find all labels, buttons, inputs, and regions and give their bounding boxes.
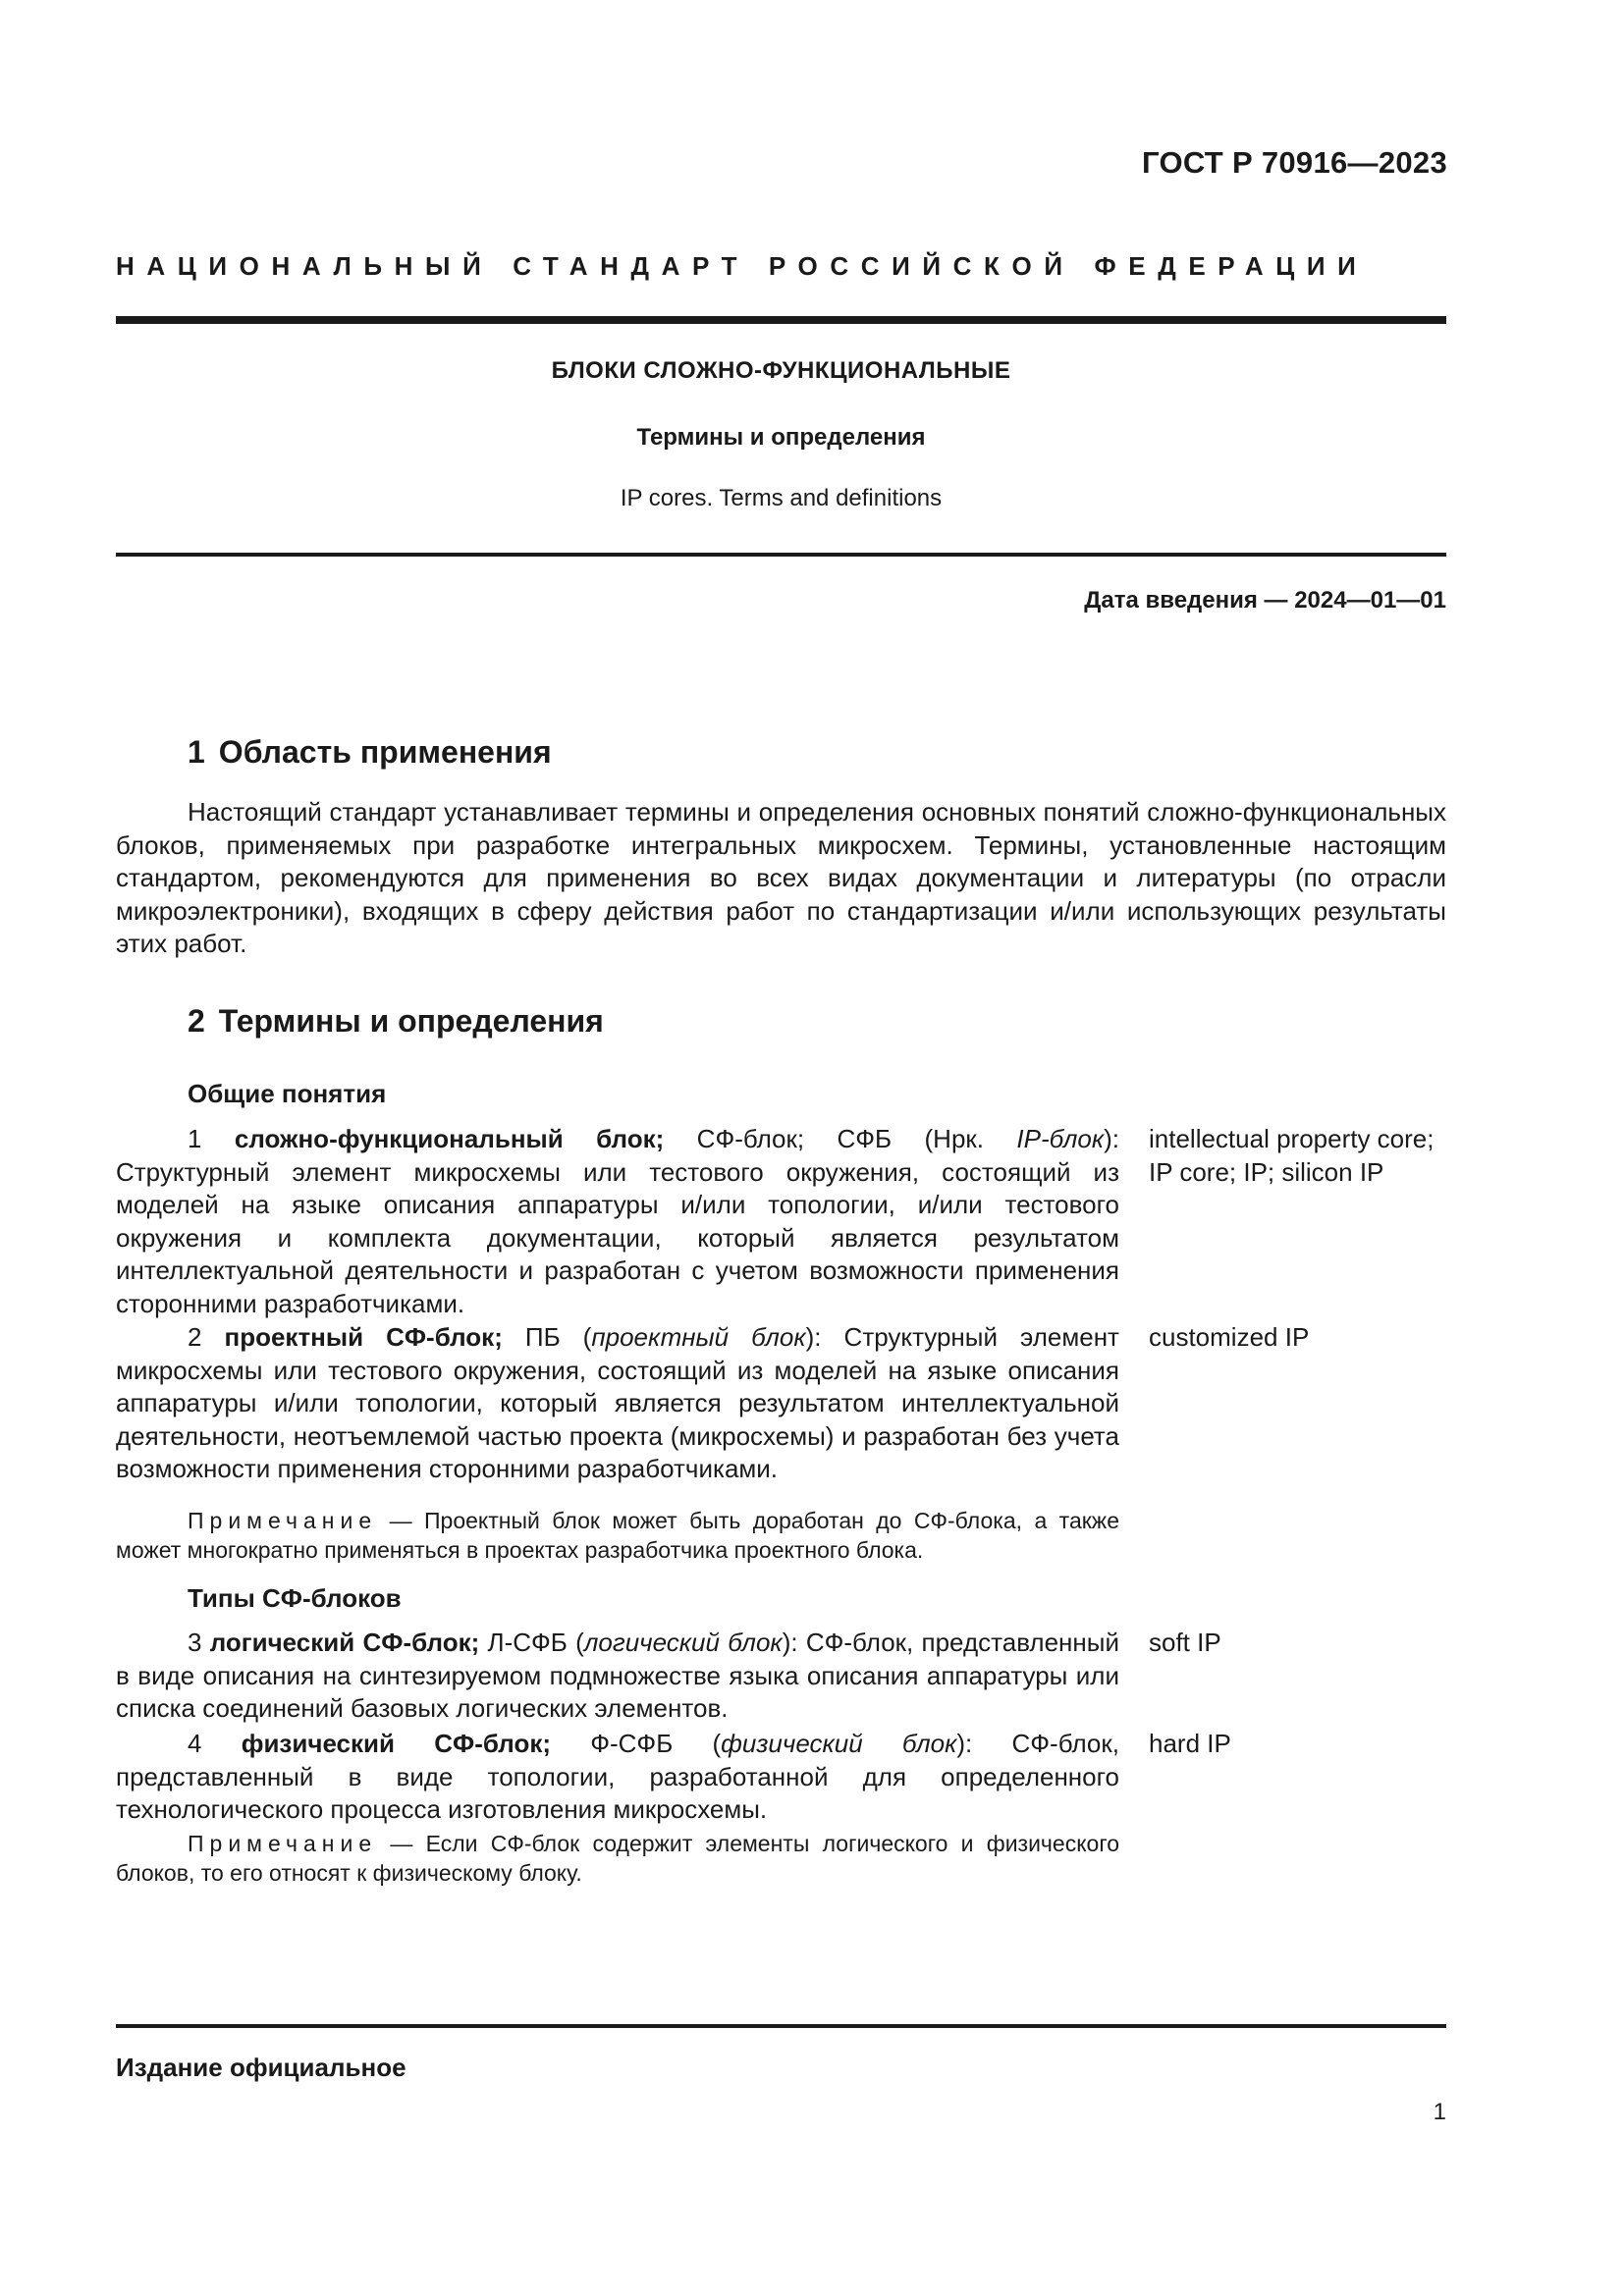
term-synonyms: ПБ ( bbox=[524, 1322, 592, 1352]
term-entry bbox=[116, 1123, 1119, 1320]
term-synonyms: Ф-СФБ ( bbox=[590, 1729, 722, 1758]
top-rule bbox=[116, 316, 1446, 324]
term-number: 1 bbox=[188, 1124, 202, 1153]
page-number: 1 bbox=[1433, 2099, 1446, 2125]
term-synonyms: СФ-блок; СФБ (Нрк. bbox=[696, 1124, 985, 1153]
term-entry bbox=[116, 1321, 1119, 1486]
note bbox=[116, 1829, 1119, 1888]
note-text: — Если СФ-блок содержит элементы логического и физического блоков, то его относят к физическому блоку. bbox=[116, 1831, 1119, 1886]
term-after: ): bbox=[782, 1628, 798, 1657]
term-definition: Структурный элемент микросхемы или тестового окружения, состоящий из моделей на языке описания аппаратуры и/или топологии, который является результатом интеллектуальной деятельности, неотъемлемой частью проекта (микросхемы) и разработан без учета возможности применения сторонними разработчиками. bbox=[116, 1322, 1119, 1483]
section-2-number: 2 bbox=[188, 1003, 205, 1039]
term-number: 2 bbox=[188, 1322, 202, 1352]
term-name: логический СФ-блок; bbox=[209, 1628, 480, 1657]
term-definition: СФ-блок, представленный в виде описания на синтезируемом подмножестве языка описания аппаратуры или списка соединений базовых логических элементов. bbox=[116, 1628, 1119, 1723]
date-of-introduction: Дата введения — 2024—01—01 bbox=[1084, 587, 1446, 614]
national-standard-title: НАЦИОНАЛЬНЫЙ СТАНДАРТ РОССИЙСКОЙ ФЕДЕРАЦИИ bbox=[116, 251, 1369, 281]
term-english-equivalent: customized IP bbox=[1149, 1322, 1310, 1352]
scope-paragraph bbox=[116, 796, 1446, 961]
note-text: — Проектный блок может быть доработан до СФ-блока, а также может многократно применяться в проектах разработчика проектного блока. bbox=[116, 1508, 1119, 1563]
term-deprecated: проектный блок bbox=[591, 1322, 806, 1352]
term-after: ): bbox=[956, 1729, 973, 1758]
term-name: проектный СФ-блок; bbox=[224, 1322, 503, 1352]
section-1-heading bbox=[188, 734, 552, 771]
title-rule bbox=[116, 553, 1446, 557]
term-entry bbox=[116, 1728, 1119, 1827]
term-english-equivalent: hard IP bbox=[1149, 1729, 1231, 1758]
standard-subtitle: Термины и определения bbox=[636, 424, 926, 451]
section-1-number: 1 bbox=[188, 734, 205, 770]
term-definition: Структурный элемент микросхемы или тестового окружения, состоящий из моделей на языке описания аппаратуры и/или топологии, и/или тестового окружения и комплекта документации, который является результатом интеллектуальной деятельности и разработан с учетом возможности применения сторонними разработчиками. bbox=[116, 1156, 1119, 1318]
term-after: ): bbox=[1104, 1124, 1119, 1153]
term-number: 4 bbox=[188, 1729, 202, 1758]
term-synonyms: Л-СФБ ( bbox=[487, 1628, 584, 1657]
note bbox=[116, 1506, 1119, 1565]
note-label: Примечание bbox=[188, 1508, 378, 1533]
official-edition-label: Издание официальное bbox=[116, 2053, 406, 2082]
term-after: ): bbox=[805, 1322, 822, 1352]
subheading-general: Общие понятия bbox=[188, 1079, 387, 1108]
term-number: 3 bbox=[188, 1628, 202, 1657]
standard-title: БЛОКИ СЛОЖНО-ФУНКЦИОНАЛЬНЫЕ bbox=[551, 357, 1011, 384]
term-name: физический СФ-блок; bbox=[241, 1729, 551, 1758]
term-deprecated: логический блок bbox=[583, 1628, 783, 1657]
section-1-title: Область применения bbox=[218, 734, 552, 770]
term-definition: СФ-блок, представленный в виде топологии, разработанной для определенного технологического процесса изготовления микросхемы. bbox=[116, 1729, 1119, 1824]
document-number: ГОСТ Р 70916—2023 bbox=[1142, 145, 1447, 180]
section-2-heading bbox=[188, 1003, 604, 1040]
scope-text: Настоящий стандарт устанавливает термины и определения основных понятий сложно-функциональных блоков, применяемых при разработке интегральных микросхем. Термины, установленные настоящим стандартом, рекомендуются для применения во всех видах документации и литературы (по отрасли микроэлектроники), входящих в сферу действия работ по стандартизации и/или использующих результаты этих работ. bbox=[116, 797, 1446, 958]
section-2-title: Термины и определения bbox=[218, 1003, 604, 1039]
footer-rule bbox=[116, 2024, 1446, 2028]
term-name: сложно-функциональный блок; bbox=[234, 1124, 665, 1153]
term-entry bbox=[116, 1627, 1119, 1726]
subheading-types: Типы СФ-блоков bbox=[188, 1583, 402, 1613]
term-deprecated: IP-блок bbox=[1016, 1124, 1105, 1153]
note-label: Примечание bbox=[188, 1831, 378, 1856]
term-english-equivalent: soft IP bbox=[1149, 1628, 1221, 1657]
term-english-equivalent: intellectual property core; IP core; IP; silicon IP bbox=[1149, 1124, 1435, 1187]
standard-english-title: IP cores. Terms and definitions bbox=[620, 485, 943, 511]
term-deprecated: физический блок bbox=[721, 1729, 957, 1758]
